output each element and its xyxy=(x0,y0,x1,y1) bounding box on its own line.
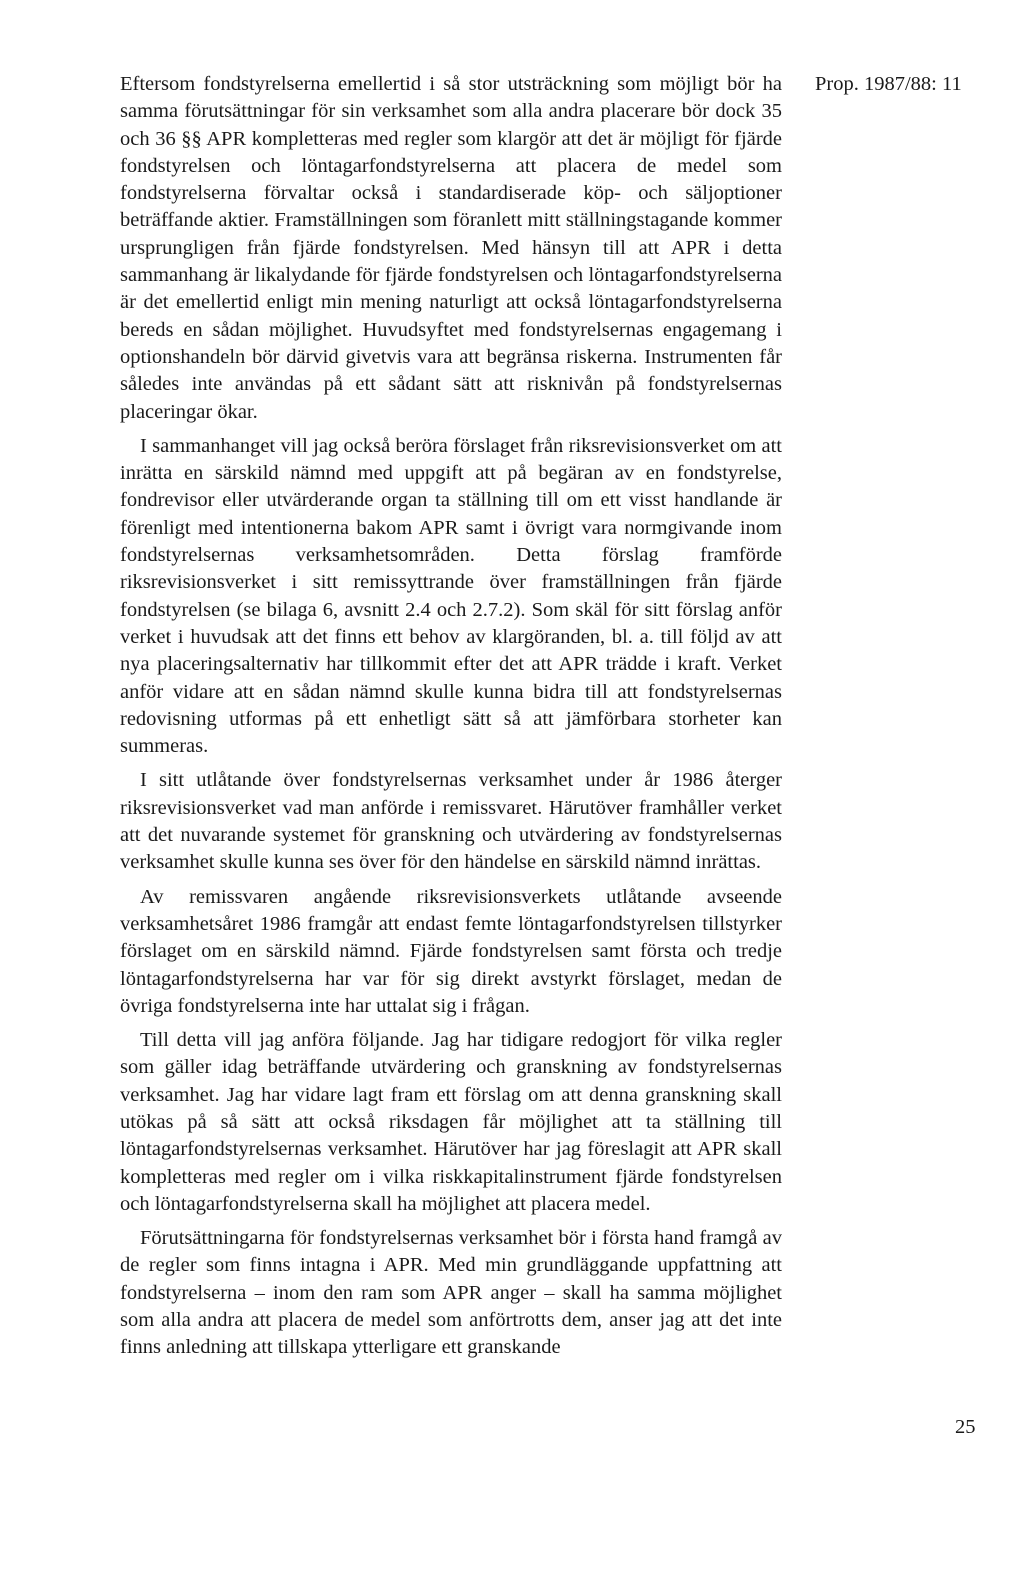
proposition-reference: Prop. 1987/88: 11 xyxy=(815,73,962,95)
paragraph-3: I sitt utlåtande över fondstyrelsernas verksamhet under år 1986 återger riksrevisionsverket vad man anförde i remissvaret. Härutöver framhåller verket att det nuvarande systemet för granskning och utvärdering av fondstyrelsernas verksamhet skulle kunna ses över för den händelse en särskild nämnd inrättas. xyxy=(120,769,782,874)
body-text xyxy=(120,71,782,1369)
page-number: 25 xyxy=(955,1416,976,1438)
paragraph-1: Eftersom fondstyrelserna emellertid i så stor utsträckning som möjligt bör ha samma förutsättningar för sin verksamhet som alla andra placerare bör dock 35 och 36 §§ APR kompletteras med regler som klargör att det är möjligt för fjärde fondstyrelsen och löntagarfondstyrelserna att placera de medel som fondstyrelserna förvaltar också i standardiserade köp- och säljoptioner beträffande aktier. Framställningen som föranlett mitt ställningstagande kommer ursprungligen från fjärde fondstyrelsen. Med hänsyn till att APR i detta sammanhang är likalydande för fjärde fondstyrelsen och löntagarfondstyrelserna är det emellertid enligt min mening naturligt att också löntagarfondstyrelserna bereds en sådan möjlighet. Huvudsyftet med fondstyrelsernas engagemang i optionshandeln bör därvid givetvis vara att begränsa riskerna. Instrumenten får således inte användas på ett sådant sätt att risknivån på fondstyrelsernas placeringar ökar. xyxy=(120,73,782,423)
paragraph-6: Förutsättningarna för fondstyrelsernas verksamhet bör i första hand framgå av de regler som finns intagna i APR. Med min grundläggande uppfattning att fondstyrelserna – inom den ram som APR anger – skall ha samma möjlighet som alla andra att placera de medel som anförtrotts dem, anser jag att det inte finns anledning att tillskapa ytterligare ett granskande xyxy=(120,1227,782,1359)
paragraph-4: Av remissvaren angående riksrevisionsverkets utlåtande avseende verksamhetsåret 1986 framgår att endast femte löntagarfondstyrelsen tillstyrker förslaget om en särskild nämnd. Fjärde fondstyrelsen samt första och tredje löntagarfondstyrelserna har var för sig direkt avstyrkt förslaget, medan de övriga fondstyrelserna inte har uttalat sig i frågan. xyxy=(120,885,782,1017)
paragraph-5: Till detta vill jag anföra följande. Jag har tidigare redogjort för vilka regler som gäller idag beträffande utvärdering och granskning av fondstyrelsernas verksamhet. Jag har vidare lagt fram ett förslag om att denna granskning skall utökas på så sätt att också riksdagen får möjlighet att ta ställning till löntagarfondstyrelsernas verksamhet. Härutöver har jag föreslagit att APR skall kompletteras med regler om i vilka riskkapitalinstrument fjärde fondstyrelsen och löntagarfondstyrelserna skall ha möjlighet att placera medel. xyxy=(120,1029,782,1215)
paragraph-2: I sammanhanget vill jag också beröra förslaget från riksrevisionsverket om att inrätta en särskild nämnd med uppgift att på begäran av en fondstyrelse, fondrevisor eller utvärderande organ ta ställning till om ett visst handlande är förenligt med intentionerna bakom APR samt i övrigt vara normgivande inom fondstyrelsernas verksamhetsområden. Detta förslag framförde riksrevisionsverket i sitt remissyttrande över framställningen från fjärde fondstyrelsen (se bilaga 6, avsnitt 2.4 och 2.7.2). Som skäl för sitt förslag anför verket i huvudsak att det finns ett behov av klargöranden, bl. a. till följd av att nya placeringsalternativ har tillkommit efter det att APR trädde i kraft. Verket anför vidare att en sådan nämnd skulle kunna bidra till att fondstyrelsernas redovisning utformas på ett enhetligt sätt så att jämförbara storheter kan summeras. xyxy=(120,434,782,758)
